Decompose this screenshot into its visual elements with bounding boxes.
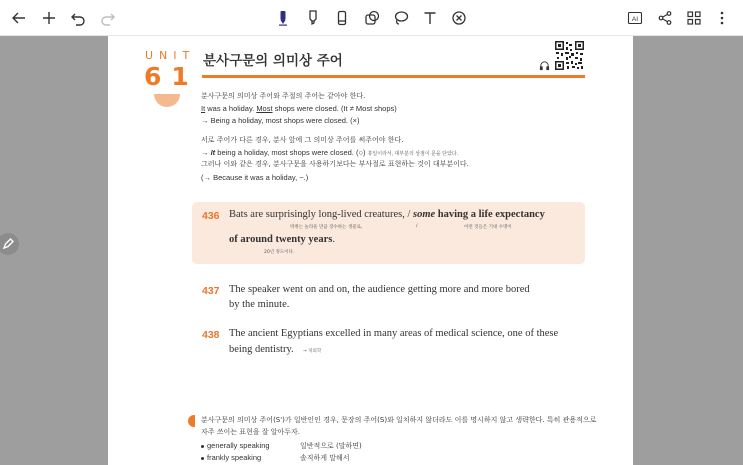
example-number: 436 (202, 210, 220, 222)
qr-code-icon (554, 40, 585, 71)
example-number: 438 (202, 329, 220, 341)
pencil-icon (2, 238, 14, 250)
explanation-line-4: 서로 주어가 다른 경우, 분사 앞에 그 의미상 주어를 써주어야 한다. (201, 136, 404, 144)
emphasized-phrase: having a life expectancy (435, 209, 545, 220)
ai-button[interactable] (623, 6, 647, 30)
redo-button[interactable] (96, 6, 120, 30)
emphasized-word: some (413, 209, 436, 220)
explanation-text: being a holiday, most shops were closed. (○) (215, 148, 368, 157)
plus-icon (41, 10, 57, 26)
translation-text: 휴일이라서, 대부분의 상점이 문을 닫았다. (367, 151, 459, 157)
redo-icon (100, 10, 116, 26)
explanation-text: → (201, 148, 211, 157)
gloss-text: 20년 정도이다. (264, 250, 295, 255)
highlighter-icon (305, 10, 321, 26)
grid-view-button[interactable] (682, 6, 706, 30)
unit-label: UNIT (145, 49, 196, 62)
grid-icon (686, 10, 702, 26)
explanation-line-1: 분사구문의 의미상 주어와 주절의 주어는 같아야 한다. (201, 92, 366, 100)
share-button[interactable] (653, 6, 677, 30)
arrow-left-icon (11, 10, 27, 26)
emphasized-phrase: of around twenty years (229, 234, 333, 245)
ai-icon (627, 10, 643, 26)
explanation-line-7: (→ Because it was a holiday, ~.) (201, 173, 309, 182)
gloss-text: 어떤 것들은 기대 수명이 (464, 225, 512, 230)
emphasized-subject: It (210, 148, 216, 157)
example-sentence-437-line-1: The speaker went on and on, the audience getting more and more bored (229, 284, 530, 295)
bullet-icon (201, 445, 204, 448)
shape-tool[interactable] (360, 6, 384, 30)
undo-icon (70, 10, 86, 26)
undo-button[interactable] (66, 6, 90, 30)
text-tool[interactable] (418, 6, 442, 30)
example-sentence-436-line-1 (229, 209, 545, 220)
highlighter-tool[interactable] (301, 6, 325, 30)
unit-decoration (154, 94, 180, 107)
more-vertical-icon (714, 10, 730, 26)
pen-icon (275, 10, 291, 26)
eraser-tool[interactable] (330, 6, 354, 30)
tip-item (201, 440, 362, 452)
bullet-icon (201, 457, 204, 460)
back-button[interactable] (7, 6, 31, 30)
edit-fab-button[interactable] (0, 233, 19, 255)
unit-number: 61 (144, 62, 199, 91)
explanation-line-2 (201, 103, 397, 114)
underlined-subject: Most (256, 104, 273, 113)
tip-item-english: frankly speaking (207, 453, 262, 462)
more-button[interactable] (710, 6, 734, 30)
document-page (108, 36, 633, 465)
underlined-subject: It (201, 104, 206, 113)
tip-line-1: 분사구문의 의미상 주어(S')가 일반인인 경우, 문장의 주어(S)와 일치하지 않더라도 이를 명시하지 않고 생략한다. 특히 관용적으로 (201, 416, 597, 424)
text-icon (422, 10, 438, 26)
share-icon (657, 10, 673, 26)
example-number: 437 (202, 285, 220, 297)
explanation-line-3: → Being a holiday, most shops were closed. (×) (201, 116, 360, 125)
title-underline (202, 75, 585, 78)
explanation-text: shops were closed. (It ≠ Most shops) (272, 104, 397, 113)
clear-icon (451, 10, 467, 26)
lasso-tool[interactable] (389, 6, 413, 30)
shapes-icon (364, 10, 380, 26)
example-sentence-436-line-2 (229, 234, 335, 245)
tip-line-2: 자주 쓰이는 표현을 잘 알아두자. (201, 428, 301, 436)
lasso-icon (393, 10, 409, 26)
gloss-text: 박쥐는 놀라울 만큼 장수하는 생물로, (290, 225, 363, 230)
explanation-text: was a holiday. (205, 104, 257, 113)
headphones-icon (539, 60, 550, 71)
tip-item-korean: 솔직하게 말해서 (300, 454, 350, 462)
eraser-icon (334, 10, 350, 26)
explanation-line-6: 그러나 이와 같은 경우, 분사구문을 사용하기보다는 부사절로 표현하는 것이 대부분이다. (201, 160, 469, 168)
ai-label: AI (631, 16, 639, 23)
example-sentence-438-line-2: being dentistry. (229, 344, 294, 355)
unit-title: 분사구문의 의미상 주어 (203, 53, 343, 69)
clear-tool[interactable] (447, 6, 471, 30)
gloss-text: → 치의학 (303, 349, 322, 354)
pen-tool[interactable] (271, 6, 295, 30)
example-sentence-437-line-2: by the minute. (229, 299, 290, 310)
tip-item-english: generally speaking (207, 441, 270, 450)
sentence-part: . (332, 234, 335, 245)
gloss-text: / (416, 224, 418, 229)
sentence-part: Bats are surprisingly long-lived creatures, / (229, 209, 413, 220)
tip-marker (188, 415, 195, 427)
tip-item (201, 452, 350, 464)
add-button[interactable] (37, 6, 61, 30)
example-sentence-438-line-1: The ancient Egyptians excelled in many areas of medical science, one of these (229, 328, 559, 339)
toolbar (0, 0, 743, 36)
tip-item-korean: 일반적으로 (말하면) (300, 442, 362, 450)
